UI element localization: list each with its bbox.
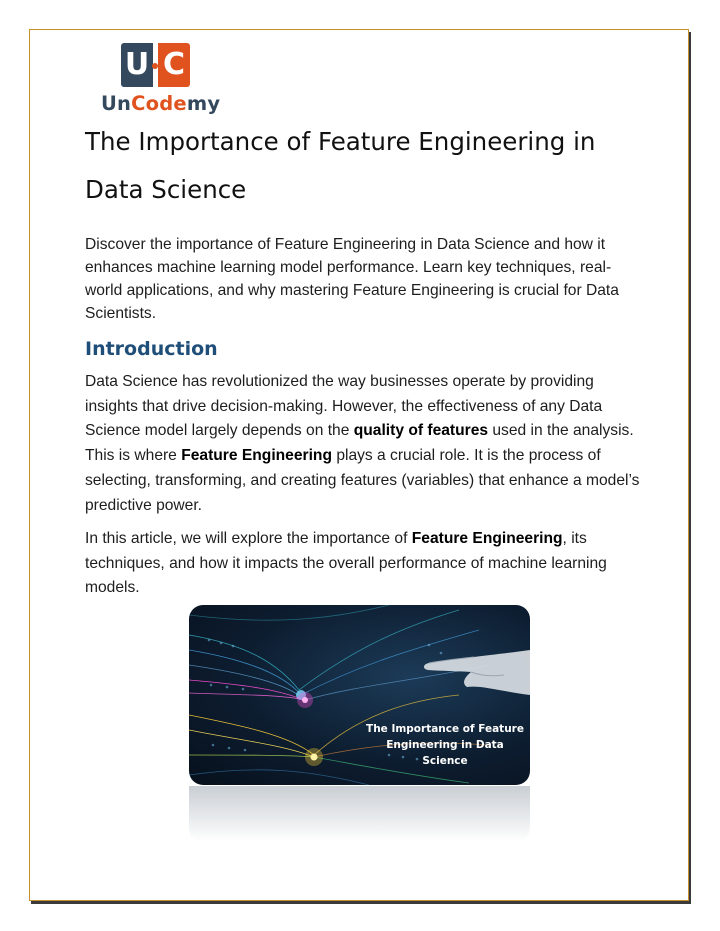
intro-paragraph-2 bbox=[85, 527, 645, 601]
logo-block-u bbox=[121, 43, 153, 87]
article-title bbox=[85, 118, 645, 214]
intro-p1-text-3: plays a crucial role. It is the process of selecting, transforming, and creating features (variables) that enhance a model’s predictive power. bbox=[85, 447, 640, 514]
intro-p2-bold-1: Feature Engineering bbox=[411, 530, 563, 547]
logo-letter-c: C bbox=[162, 47, 186, 82]
hero-caption bbox=[365, 721, 525, 769]
wordmark-un: Un bbox=[101, 92, 132, 115]
uncodemy-logo[interactable] bbox=[101, 43, 221, 115]
logo-wordmark bbox=[101, 92, 220, 115]
intro-p2-text-1: In this article, we will explore the importance of bbox=[85, 530, 412, 547]
hero-image bbox=[189, 605, 530, 785]
article-summary: Discover the importance of Feature Engineering in Data Science and how it enhances machine learning model performance. Learn key techniques, real-world applications, and why mastering Feature Engineering is crucial for Data Scientists. bbox=[85, 236, 619, 322]
intro-p2-text-2: , its techniques, and how it impacts the overall performance of machine learning models. bbox=[85, 530, 607, 597]
hero-caption-line-1: The Importance of Feature bbox=[366, 723, 524, 735]
title-line-2: Data Science bbox=[85, 175, 247, 204]
intro-p1-text-2: used in the analysis. This is where bbox=[85, 422, 634, 465]
intro-paragraph-1 bbox=[85, 370, 645, 518]
hand-pointing-icon bbox=[424, 650, 530, 695]
intro-p1-bold-1: quality of features bbox=[353, 422, 489, 440]
logo-letter-u: U bbox=[124, 47, 150, 82]
hero-caption-line-2: Engineering in Data Science bbox=[386, 739, 504, 767]
wordmark-code: Code bbox=[131, 92, 187, 115]
title-line-1: The Importance of Feature Engineering in bbox=[85, 127, 596, 156]
intro-p1-text-1: Data Science has revolutionized the way businesses operate by providing insights that drive decision-making. However, the effectiveness of any Data Science model largely depends on the bbox=[85, 373, 603, 440]
intro-heading: Introduction bbox=[85, 338, 218, 360]
logo-block-c bbox=[158, 43, 190, 87]
hero-reflection bbox=[189, 786, 530, 842]
intro-p1-bold-2: Feature Engineering bbox=[181, 447, 332, 465]
wordmark-my: my bbox=[186, 92, 221, 115]
glow-nodes bbox=[296, 690, 323, 766]
